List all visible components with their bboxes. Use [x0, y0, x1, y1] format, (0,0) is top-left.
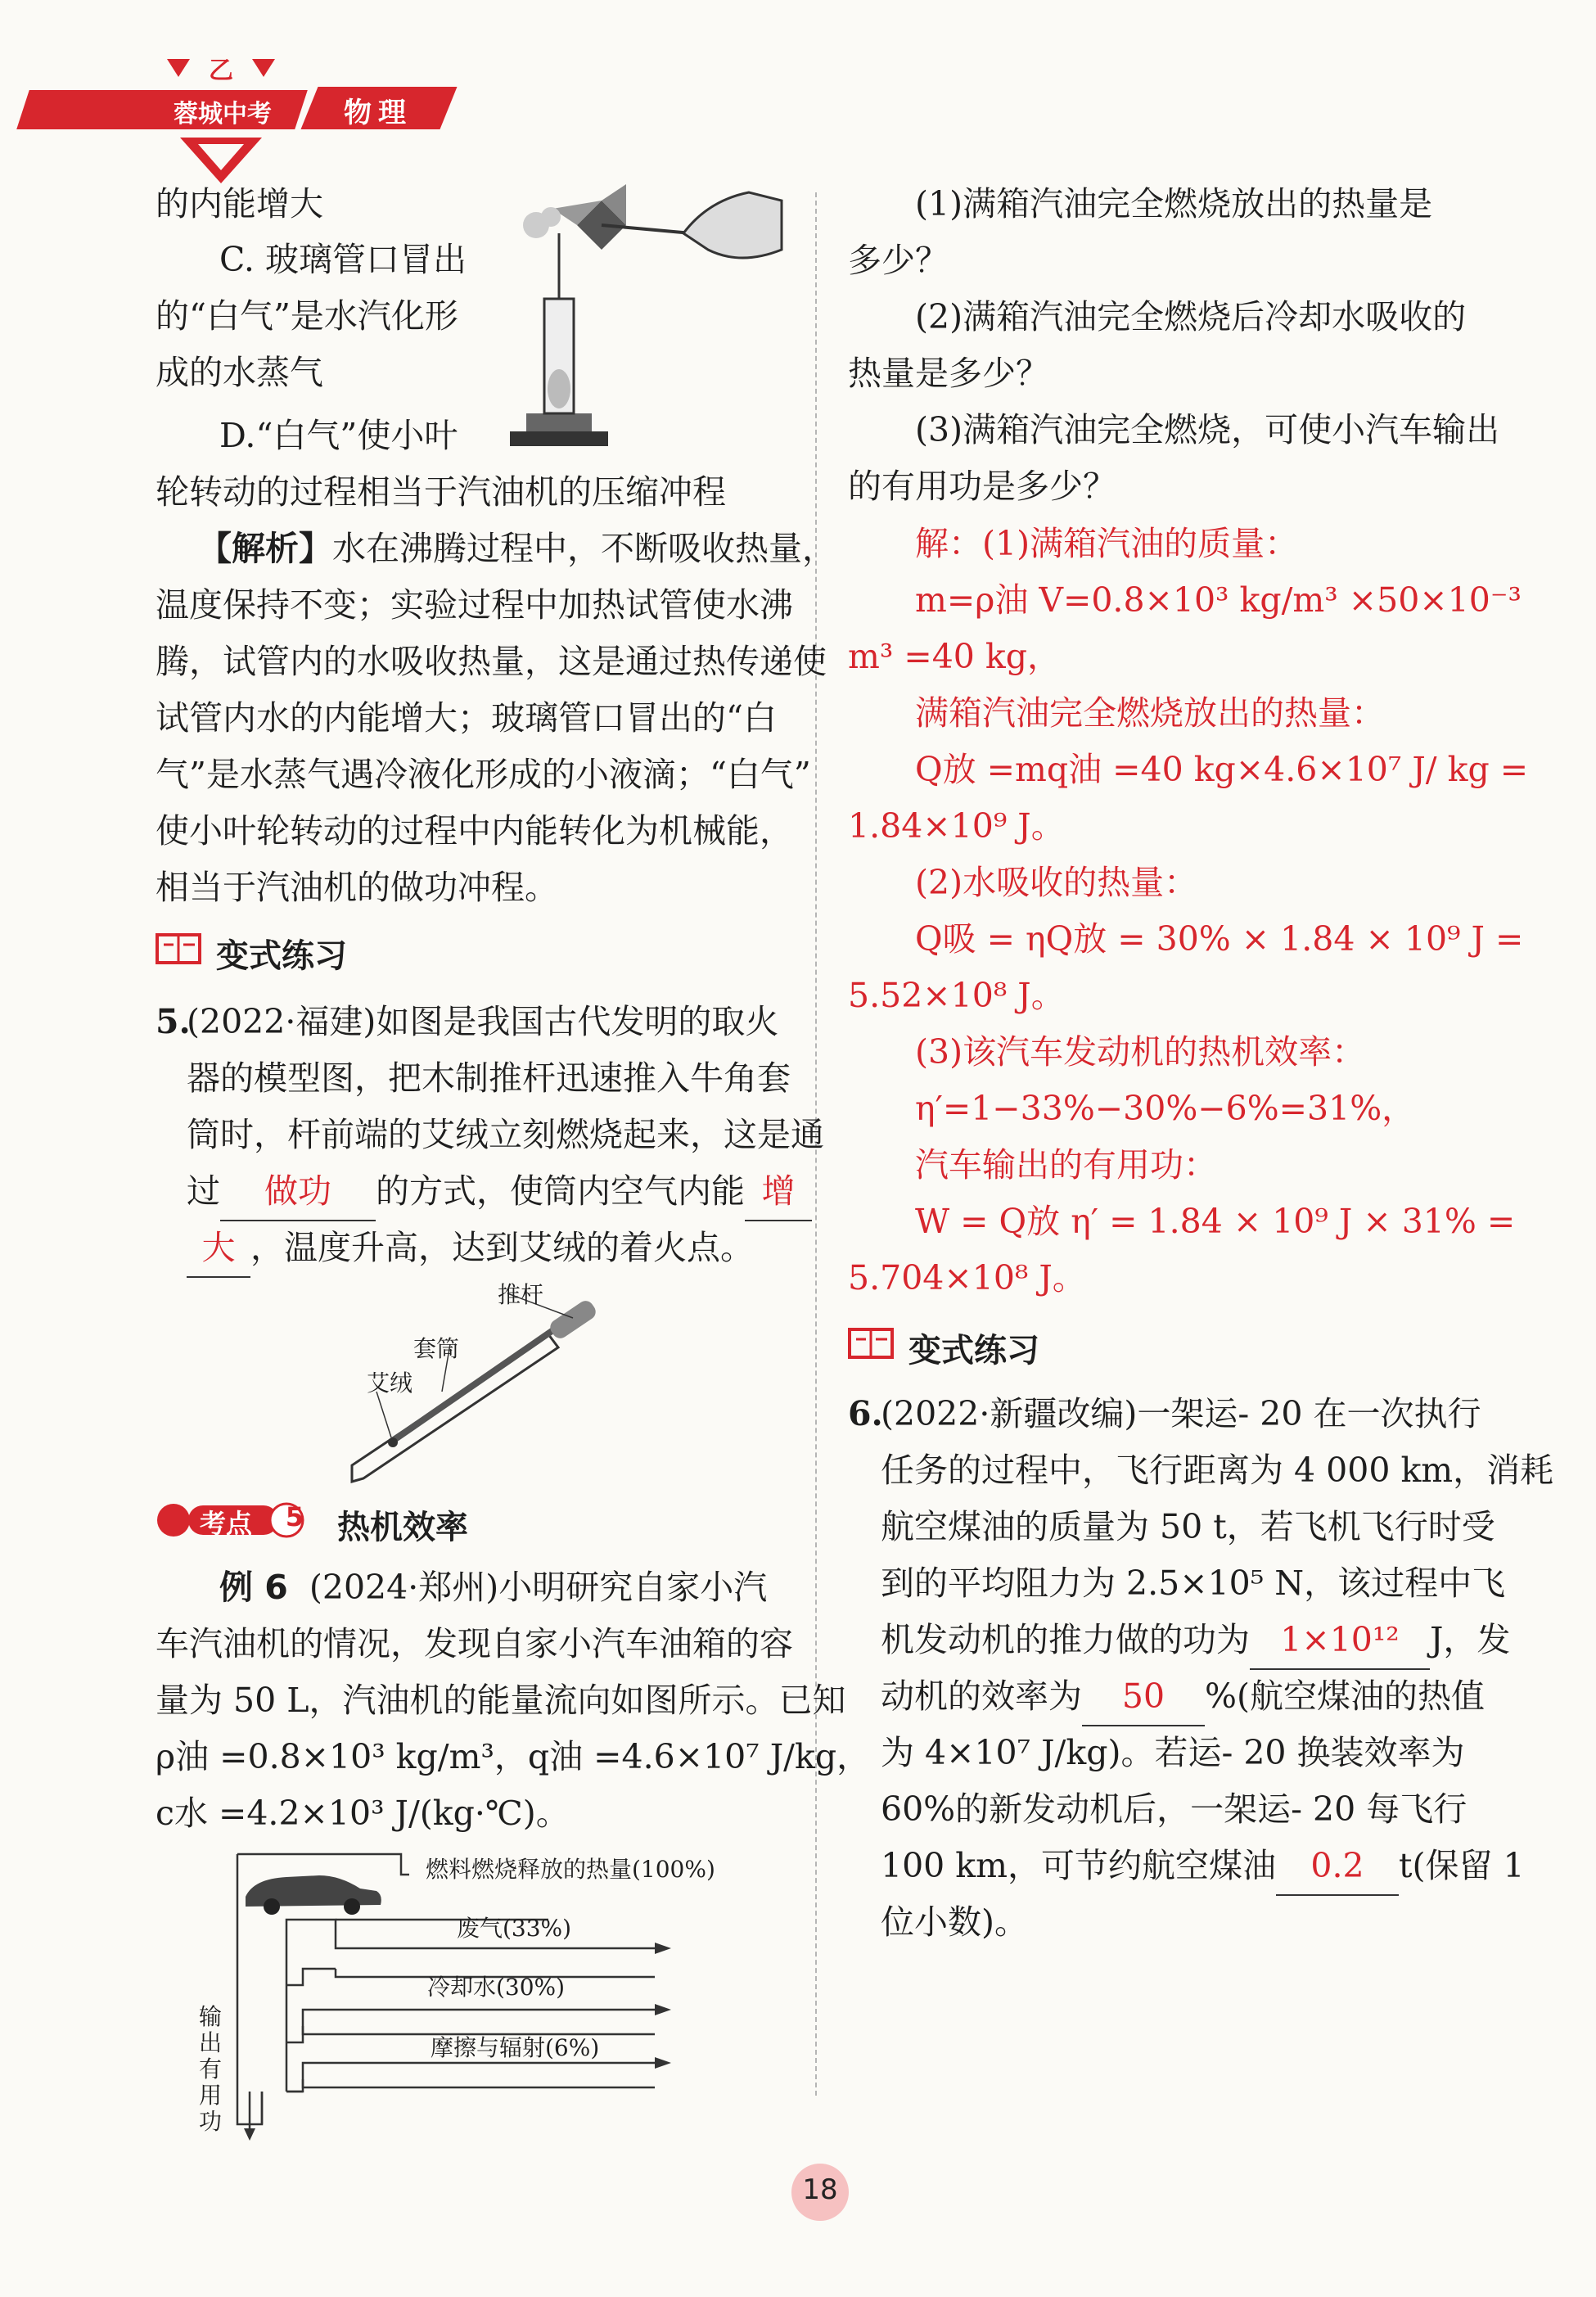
- sol-line-5: Q放 =mq油 =40 kg×4.6×10⁷ J/ kg =: [915, 750, 1529, 789]
- sol-line-10: (3)该汽车发动机的热机效率：: [915, 1032, 1366, 1072]
- q6-line-7: 为 4×10⁷ J/kg)。若运- 20 换装效率为: [881, 1733, 1465, 1772]
- q5-line-5: [187, 1220, 754, 1278]
- q5-line-2: 器的模型图，把木制推杆迅速推入牛角套: [187, 1058, 791, 1098]
- sol-line-4: 满箱汽油完全燃烧放出的热量：: [915, 693, 1385, 733]
- svg-text:乙: 乙: [209, 59, 233, 85]
- fig-label-moxa: 艾绒: [367, 1370, 413, 1397]
- q1-line-2: 多少？: [848, 241, 949, 280]
- q6-text-6b: %(航空煤油的热值: [1205, 1676, 1485, 1716]
- fig-label-pushrod: 推杆: [498, 1281, 544, 1308]
- ex6-line-4: ρ油 =0.8×10³ kg/m³，q油 =4.6×10⁷ J/kg，: [156, 1737, 871, 1776]
- q6-text-9b: t(保留 1: [1399, 1846, 1525, 1885]
- left-line1: 的内能增大: [156, 184, 323, 223]
- q5-text-guo: 过: [187, 1171, 220, 1211]
- q5-answer-1: 做功: [220, 1163, 376, 1221]
- q1-line-1: (1)满箱汽油完全燃烧放出的热量是: [915, 184, 1433, 223]
- sol-line-12: 汽车输出的有用功：: [915, 1145, 1217, 1185]
- analysis-line-7: 相当于汽油机的做功冲程。: [156, 868, 558, 907]
- energy-out-3: 有: [199, 2056, 223, 2083]
- ex6-line-1: [219, 1559, 767, 1616]
- q5-text-end: ，温度升高，达到艾绒的着火点。: [250, 1228, 754, 1267]
- q6-line-3: 航空煤油的质量为 50 t，若飞机飞行时受: [881, 1507, 1495, 1546]
- q3-line-1: (3)满箱汽油完全燃烧，可使小汽车输出: [915, 410, 1500, 449]
- energy-out-1: 输: [199, 2003, 223, 2030]
- keypoint-number: 5: [285, 1501, 304, 1532]
- q6-line-9: [881, 1838, 1525, 1896]
- sol-line-9: 5.52×10⁸ J。: [848, 976, 1065, 1015]
- ex6-line-3: 量为 50 L，汽油机的能量流向如图所示。已知: [156, 1681, 846, 1720]
- q6-text-5a: 机发动机的推力做的功为: [881, 1620, 1250, 1659]
- q2-line-1: (2)满箱汽油完全燃烧后冷却水吸收的: [915, 297, 1467, 336]
- q5-number: 5.: [156, 1002, 191, 1041]
- q6-text-9a: 100 km，可节约航空煤油: [881, 1846, 1277, 1885]
- pinwheel-figure: [503, 176, 790, 454]
- analysis-line-6: 使小叶轮转动的过程中内能转化为机械能，: [156, 811, 793, 851]
- q6-answer-3: 0.2: [1276, 1838, 1399, 1896]
- q2-line-2: 热量是多少？: [848, 354, 1049, 393]
- q5-line-3: 筒时，杆前端的艾绒立刻燃烧起来，这是通: [187, 1115, 824, 1154]
- page-number: 18: [802, 2173, 838, 2206]
- q5-answer-2b: 大: [187, 1220, 250, 1278]
- q5-line-1: (2022·福建)如图是我国古代发明的取火: [187, 1002, 779, 1041]
- sol-line-14: 5.704×10⁸ J。: [848, 1258, 1086, 1297]
- analysis-line-1: [198, 521, 836, 577]
- q6-line-6: [881, 1668, 1485, 1726]
- q5-answer-2a: 增: [745, 1163, 812, 1221]
- energy-fric-label: 摩擦与辐射(6%): [431, 2034, 600, 2061]
- practice-label-right: 变式练习: [908, 1332, 1039, 1370]
- car-icon: [246, 1875, 381, 1915]
- sol-line-3: m³ =40 kg，: [848, 637, 1061, 676]
- analysis-tag: 【解析】: [198, 529, 332, 568]
- q6-line-1: (2022·新疆改编)一架运- 20 在一次执行: [881, 1394, 1481, 1433]
- q6-answer-1: 1×10¹²: [1250, 1612, 1430, 1670]
- energy-out-2: 出: [199, 2029, 223, 2056]
- option-c-2: 的“白气”是水汽化形: [156, 296, 458, 336]
- q5-text-mid: 的方式，使筒内空气内能: [376, 1171, 745, 1211]
- q6-line-8: 60%的新发动机后，一架运- 20 每飞行: [881, 1789, 1468, 1829]
- practice-book-icon-right: [848, 1326, 894, 1364]
- analysis-line-5: 气”是水蒸气遇冷液化形成的小液滴；“白气”: [156, 755, 811, 794]
- subject-label: 物理: [344, 97, 413, 129]
- sol-line-7: (2)水吸收的热量：: [915, 863, 1198, 902]
- fig-label-sleeve: 套筒: [413, 1335, 460, 1362]
- option-c-1: C. 玻璃管口冒出: [219, 240, 467, 279]
- brand-name: 蓉城中考: [174, 100, 272, 129]
- ex6-label: 例 6: [219, 1568, 288, 1607]
- keypoint-tag: 考点: [200, 1508, 253, 1539]
- q6-line-5: [881, 1612, 1510, 1670]
- sol-line-1: 解：(1)满箱汽油的质量：: [915, 524, 1299, 563]
- option-c-3: 成的水蒸气: [156, 353, 323, 392]
- analysis-line-2: 温度保持不变；实验过程中加热试管使水沸: [156, 585, 793, 625]
- ex6-text-1: (2024·郑州)小明研究自家小汽: [309, 1568, 768, 1607]
- practice-label-left: 变式练习: [216, 937, 347, 975]
- q6-text-6a: 动机的效率为: [881, 1676, 1082, 1716]
- option-d-2: 轮转动的过程相当于汽油机的压缩冲程: [156, 472, 726, 512]
- analysis-line-4: 试管内水的内能增大；玻璃管口冒出的“白: [156, 698, 777, 738]
- sol-line-13: W = Q放 η′ = 1.84 × 10⁹ J × 31% =: [915, 1202, 1516, 1241]
- ex6-line-2: 车汽油机的情况，发现自家小汽车油箱的容: [156, 1624, 793, 1663]
- sol-line-2: m=ρ油 V=0.8×10³ kg/m³ ×50×10⁻³: [915, 580, 1522, 620]
- analysis-text-1: 水在沸腾过程中，不断吸收热量，: [332, 529, 836, 568]
- energy-out-5: 功: [199, 2108, 223, 2135]
- q6-text-5b: J，发: [1430, 1620, 1511, 1659]
- keypoint-title: 热机效率: [337, 1509, 468, 1546]
- q5-line-4: [187, 1163, 812, 1221]
- practice-book-icon: [156, 932, 201, 969]
- energy-waste-label: 废气(33%): [457, 1915, 572, 1942]
- q6-line-2: 任务的过程中，飞行距离为 4 000 km，消耗: [881, 1451, 1554, 1490]
- ex6-line-5: c水 =4.2×10³ J/(kg·℃)。: [156, 1794, 570, 1833]
- analysis-line-3: 腾，试管内的水吸收热量，这是通过热传递使: [156, 642, 827, 681]
- option-d-1: D.“白气”使小叶: [219, 416, 458, 455]
- sol-line-8: Q吸 = ηQ放 = 30% × 1.84 × 10⁹ J =: [915, 919, 1524, 959]
- energy-out-4: 用: [199, 2082, 223, 2109]
- q6-number: 6.: [848, 1394, 883, 1433]
- sol-line-11: η′=1−33%−30%−6%=31%，: [915, 1089, 1416, 1128]
- sol-line-6: 1.84×10⁹ J。: [848, 806, 1065, 846]
- q6-line-10: 位小数)。: [881, 1902, 1028, 1942]
- energy-top-label: 燃料燃烧释放的热量(100%): [426, 1856, 715, 1883]
- q6-answer-2: 50: [1082, 1668, 1205, 1726]
- q6-line-4: 到的平均阻力为 2.5×10⁵ N，该过程中飞: [881, 1564, 1506, 1603]
- energy-cool-label: 冷却水(30%): [427, 1974, 566, 2001]
- q3-line-2: 的有用功是多少？: [848, 467, 1116, 506]
